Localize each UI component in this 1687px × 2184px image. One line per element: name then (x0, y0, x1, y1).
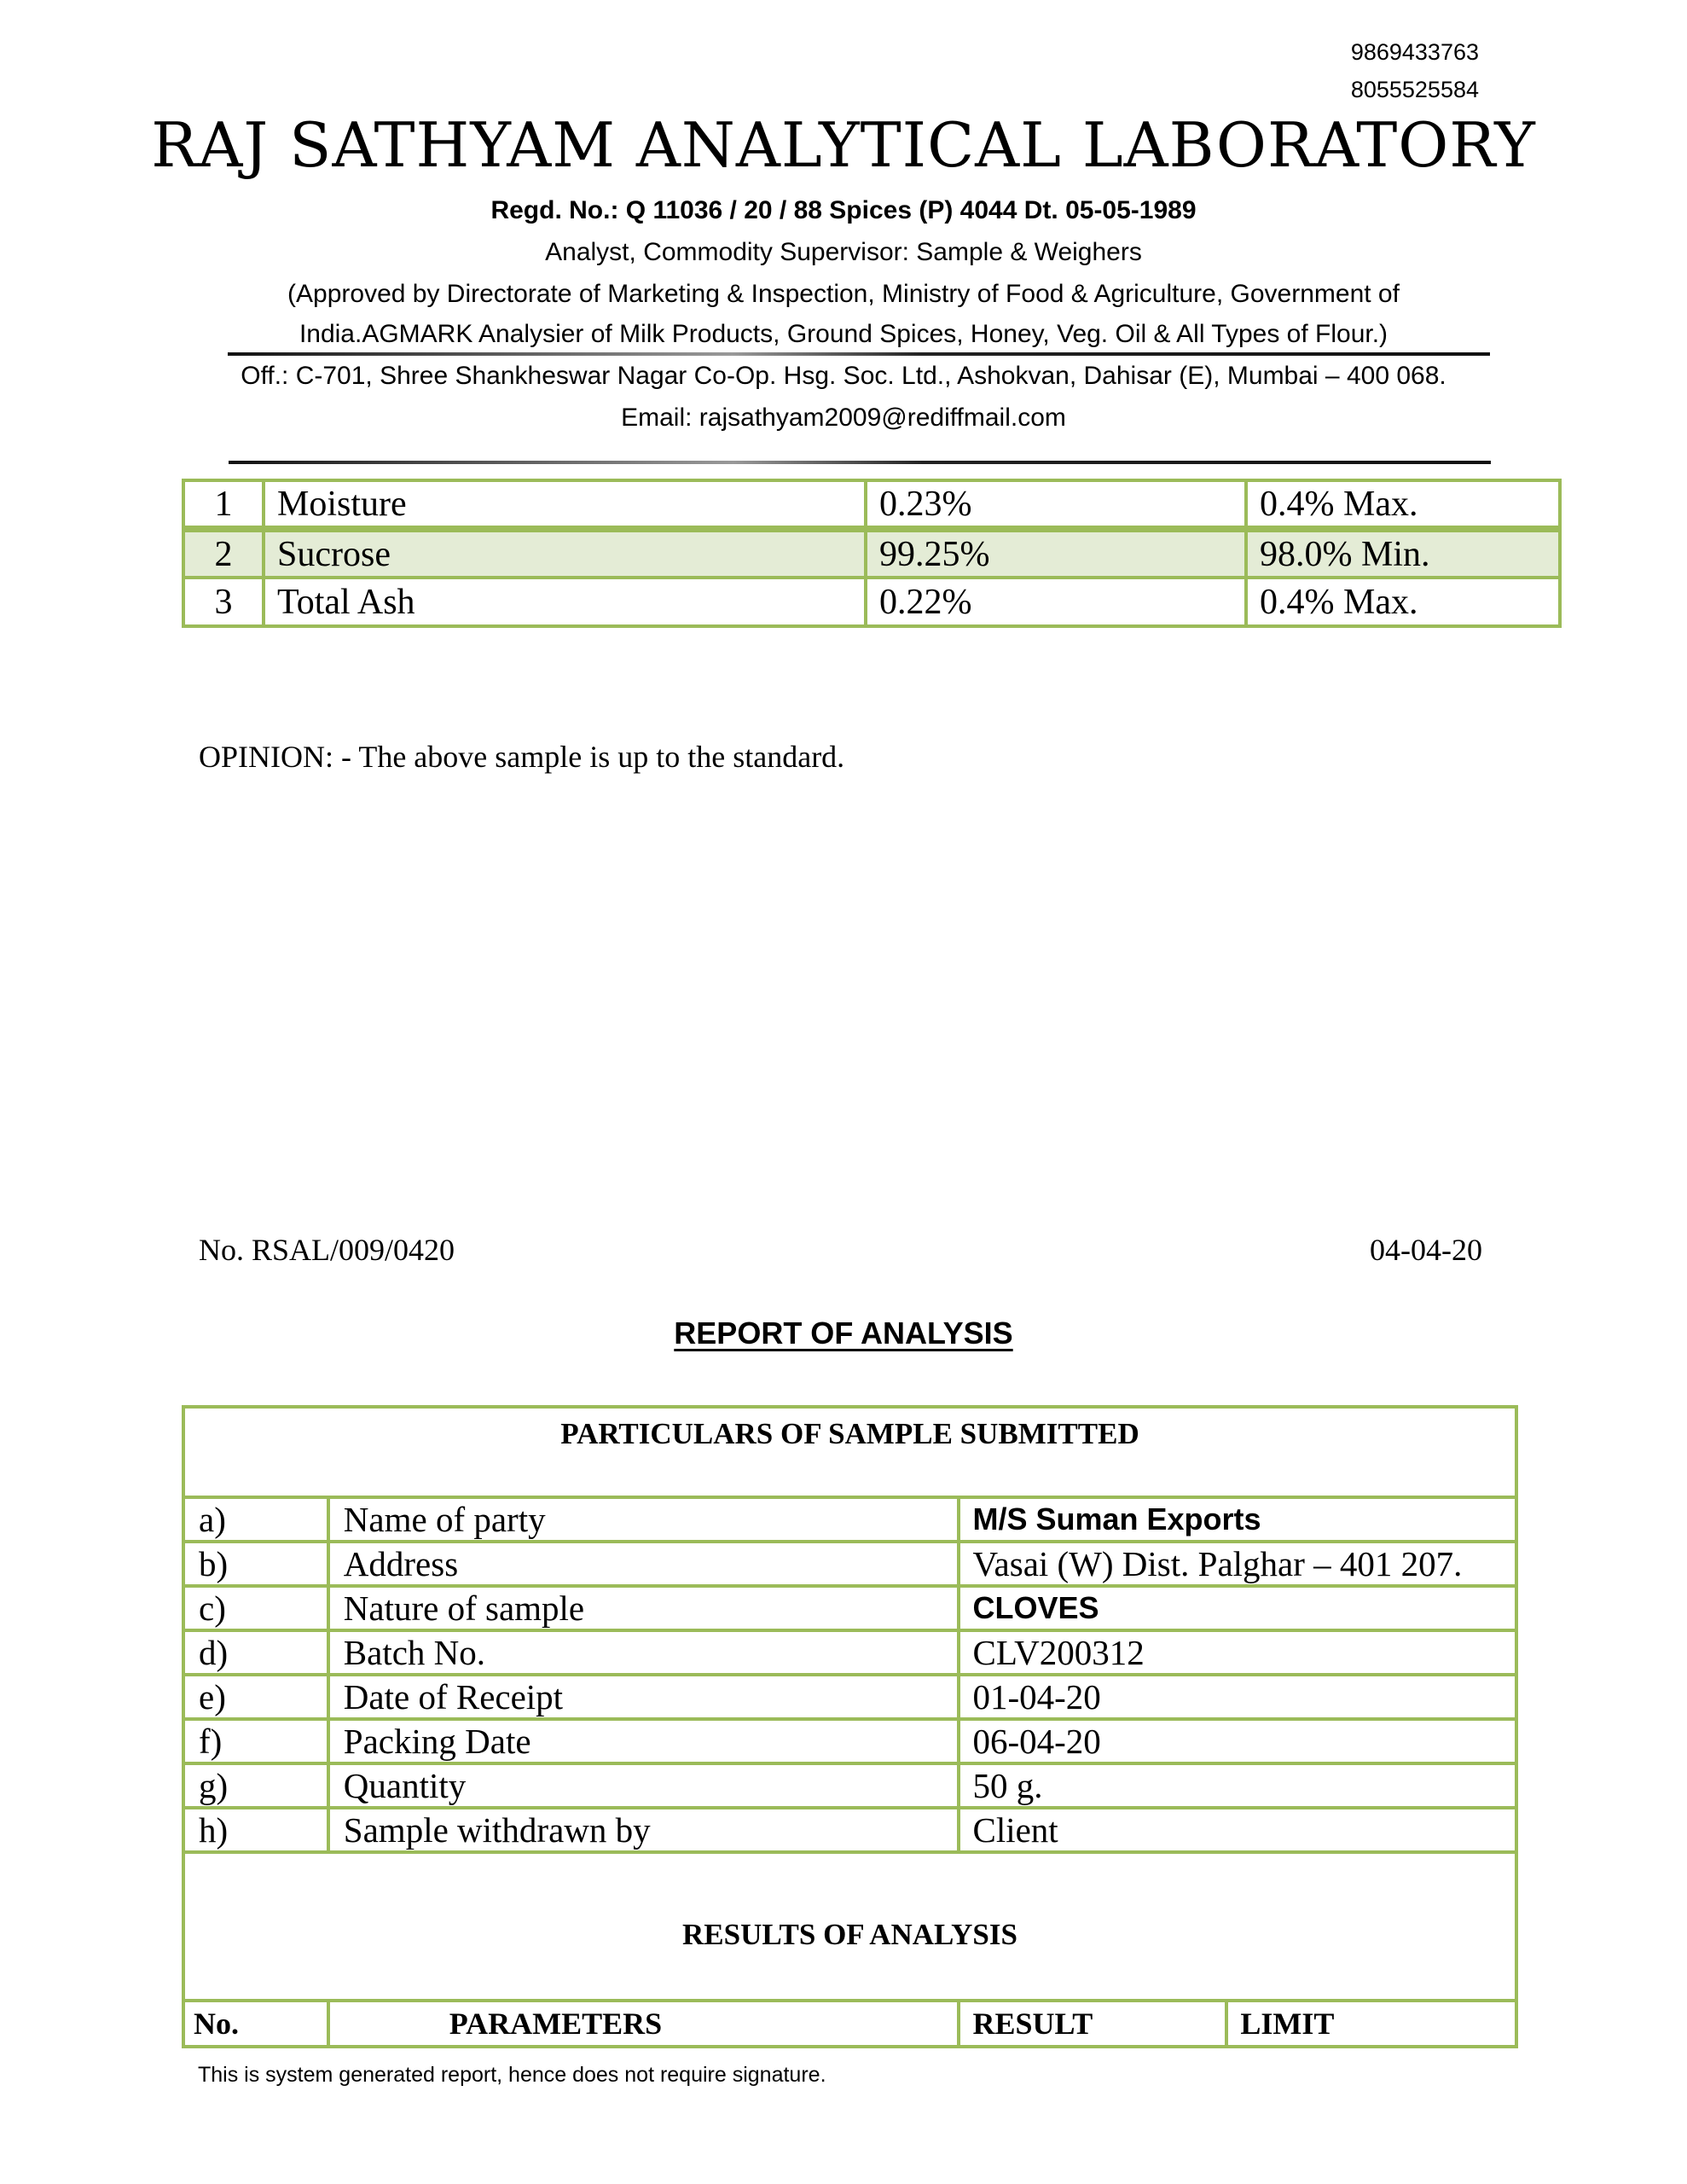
table-row (183, 1630, 1516, 1675)
row-key: a) (183, 1497, 328, 1542)
column-header-parameters: PARAMETERS (328, 2001, 959, 2047)
row-value: 50 g. (959, 1763, 1516, 1808)
row-value: CLV200312 (959, 1630, 1516, 1675)
column-header-limit: LIMIT (1226, 2001, 1516, 2047)
row-key: g) (183, 1763, 328, 1808)
row-label: Name of party (328, 1497, 959, 1542)
table-row (183, 1719, 1516, 1763)
table-row (183, 1808, 1516, 1852)
report-heading: REPORT OF ANALYSIS (674, 1316, 1013, 1350)
row-label: Packing Date (328, 1719, 959, 1763)
row-number: 3 (183, 578, 264, 626)
row-key: b) (183, 1542, 328, 1586)
approval-line-2: India.AGMARK Analysier of Milk Products, Ground Spices, Honey, Veg. Oil & All Types of Flour.) (299, 320, 1388, 348)
table-row (183, 1675, 1516, 1719)
approval-line-1: (Approved by Directorate of Marketing & Inspection, Ministry of Food & Agriculture, Government of (287, 280, 1400, 308)
lab-title: RAJ SATHYAM ANALYTICAL LABORATORY (151, 109, 1536, 181)
row-label: Batch No. (328, 1630, 959, 1675)
row-key: h) (183, 1808, 328, 1852)
table-row (183, 529, 1560, 578)
results-header-row (183, 2001, 1516, 2047)
result-cell: 99.25% (866, 529, 1246, 578)
office-address: Off.: C-701, Shree Shankheswar Nagar Co-Op. Hsg. Soc. Ltd., Ashokvan, Dahisar (E), Mumbai – 400 068. (241, 362, 1446, 390)
table-row (183, 1763, 1516, 1808)
column-header-result: RESULT (959, 2001, 1226, 2047)
row-value: Client (959, 1808, 1516, 1852)
row-number: 1 (183, 480, 264, 529)
row-key: f) (183, 1719, 328, 1763)
registration-number: Regd. No.: Q 11036 / 20 / 88 Spices (P) 4044 Dt. 05-05-1989 (490, 196, 1197, 224)
report-number: No. RSAL/009/0420 (199, 1233, 455, 1267)
table-row (183, 1586, 1516, 1630)
table-row (183, 1542, 1516, 1586)
result-cell: 0.23% (866, 480, 1246, 529)
table-row (183, 480, 1560, 529)
header-divider-1 (228, 352, 1490, 356)
header-divider-2 (229, 461, 1491, 464)
row-label: Quantity (328, 1763, 959, 1808)
particulars-heading: PARTICULARS OF SAMPLE SUBMITTED (183, 1407, 1516, 1497)
results-heading: RESULTS OF ANALYSIS (183, 1852, 1516, 2001)
analyst-line: Analyst, Commodity Supervisor: Sample & Weighers (545, 238, 1142, 266)
phone-number-1: 9869433763 (1350, 39, 1479, 65)
email-address: Email: rajsathyam2009@rediffmail.com (621, 404, 1066, 432)
parameter-cell: Sucrose (264, 529, 866, 578)
row-number: 2 (183, 529, 264, 578)
row-value: 06-04-20 (959, 1719, 1516, 1763)
row-key: d) (183, 1630, 328, 1675)
result-cell: 0.22% (866, 578, 1246, 626)
parameter-cell: Moisture (264, 480, 866, 529)
column-header-no: No. (183, 2001, 328, 2047)
row-value: 01-04-20 (959, 1675, 1516, 1719)
row-value: M/S Suman Exports (959, 1497, 1516, 1542)
opinion-text: OPINION: - The above sample is up to the standard. (199, 740, 845, 774)
parameter-cell: Total Ash (264, 578, 866, 626)
report-date: 04-04-20 (1370, 1233, 1482, 1267)
table-row (183, 1497, 1516, 1542)
sample-particulars-table (182, 1405, 1518, 2048)
results-table (182, 479, 1562, 628)
limit-cell: 0.4% Max. (1246, 480, 1560, 529)
row-value: CLOVES (959, 1586, 1516, 1630)
row-key: e) (183, 1675, 328, 1719)
limit-cell: 0.4% Max. (1246, 578, 1560, 626)
footer-note: This is system generated report, hence does not require signature. (198, 2063, 826, 2087)
row-label: Sample withdrawn by (328, 1808, 959, 1852)
limit-cell: 98.0% Min. (1246, 529, 1560, 578)
row-label: Address (328, 1542, 959, 1586)
row-label: Date of Receipt (328, 1675, 959, 1719)
row-value: Vasai (W) Dist. Palghar – 401 207. (959, 1542, 1516, 1586)
row-key: c) (183, 1586, 328, 1630)
table-row (183, 578, 1560, 626)
phone-number-2: 8055525584 (1350, 77, 1479, 102)
row-label: Nature of sample (328, 1586, 959, 1630)
